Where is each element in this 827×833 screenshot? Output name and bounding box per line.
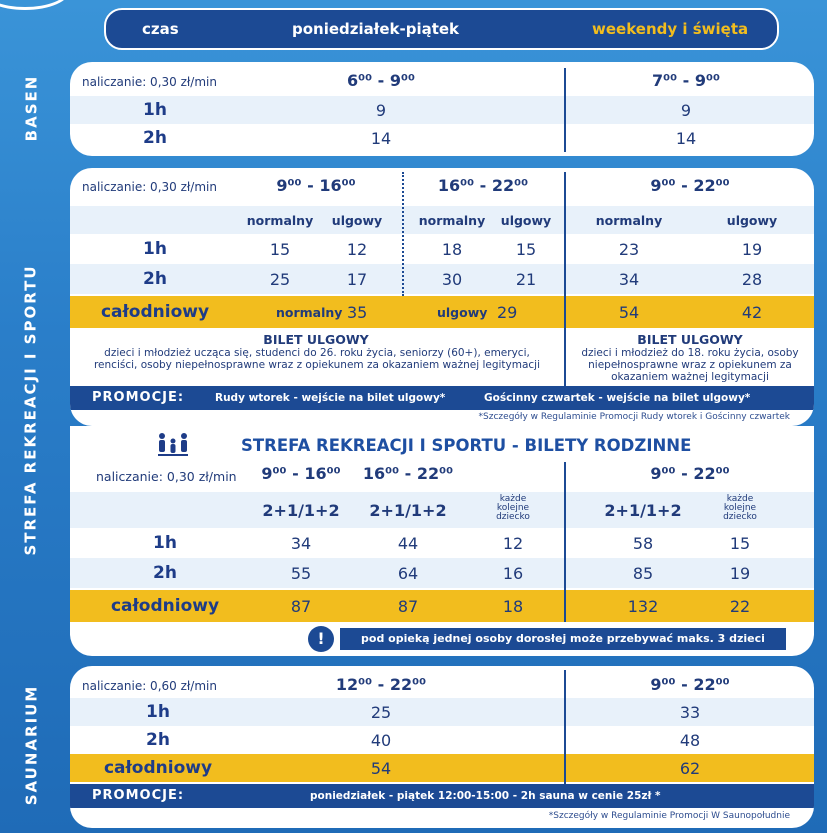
warning-bar bbox=[340, 628, 786, 650]
strefa-hours-1: 9⁰⁰ - 16⁰⁰ bbox=[276, 176, 356, 195]
strefa-footnote: *Szczegóły w Regulaminie Promocji Rudy wtorek i Gościnny czwartek bbox=[478, 412, 790, 422]
rodzinne-hours-2: 16⁰⁰ - 22⁰⁰ bbox=[362, 464, 454, 483]
rodzinne-row-2h: 2h 55 64 16 85 19 bbox=[70, 558, 814, 588]
rodzinne-row-day: całodniowy 87 87 18 132 22 bbox=[70, 590, 814, 622]
rodzinne-panel bbox=[70, 426, 814, 656]
strefa-hours-2: 16⁰⁰ - 22⁰⁰ bbox=[437, 176, 529, 195]
side-label-strefa: STREFA REKREACJI I SPORTU bbox=[22, 264, 40, 556]
strefa-row-1h: 1h 15 12 18 15 23 19 bbox=[143, 239, 763, 259]
saunarium-row-2h: 2h 40 48 bbox=[146, 730, 701, 750]
saunarium-weekend-hours: 9⁰⁰ - 22⁰⁰ bbox=[650, 675, 730, 694]
basen-weekday-hours: 6⁰⁰ - 9⁰⁰ bbox=[346, 71, 416, 90]
basen-rate: naliczanie: 0,30 zł/min bbox=[82, 75, 217, 89]
strefa-promo-bar: PROMOCJE: Rudy wtorek - wejście na bilet ulgowy* Gościnny czwartek - wejście na bilet ulgowy* bbox=[70, 386, 814, 410]
rodzinne-subheader-row: 2+1/1+2 2+1/1+2 każde kolejne dziecko 2+1/1+2 każde kolejne dziecko bbox=[70, 492, 814, 528]
header-bar bbox=[104, 8, 779, 50]
rodzinne-hours-1: 9⁰⁰ - 16⁰⁰ bbox=[261, 464, 341, 483]
strefa-ticket-title-left: BILET ULGOWY bbox=[263, 332, 369, 347]
strefa-ticket-title-right: BILET ULGOWY bbox=[637, 332, 743, 347]
strefa-rate: naliczanie: 0,30 zł/min bbox=[82, 180, 217, 194]
side-label-basen: BASEN bbox=[22, 74, 40, 141]
saunarium-weekday-hours: 12⁰⁰ - 22⁰⁰ bbox=[335, 675, 427, 694]
corner-decoration bbox=[0, 0, 70, 10]
basen-row-2h: 2h 14 14 bbox=[143, 128, 697, 148]
header-weekend: weekendy i święta bbox=[592, 20, 749, 38]
header-time: czas bbox=[142, 20, 179, 38]
strefa-dotted-divider bbox=[402, 172, 404, 296]
saunarium-row-1h: 1h 25 33 bbox=[70, 698, 814, 726]
rodzinne-rate: naliczanie: 0,30 zł/min bbox=[96, 469, 237, 484]
basen-divider bbox=[564, 68, 566, 152]
rodzinne-row-1h: 1h 34 44 12 58 15 bbox=[153, 533, 751, 553]
saunarium-footnote: *Szczegóły w Regulaminie Promocji W Saunopołudnie bbox=[548, 811, 790, 821]
strefa-panel bbox=[70, 168, 814, 426]
warning-text: pod opieką jednej osoby dorosłej może przebywać maks. 3 dzieci bbox=[361, 632, 765, 645]
rodzinne-divider bbox=[564, 462, 566, 622]
family-icon bbox=[156, 432, 190, 458]
strefa-subheader-row: normalny ulgowy normalny ulgowy normalny ulgowy bbox=[70, 206, 814, 234]
saunarium-promo-bar: PROMOCJE: poniedziałek - piątek 12:00-15:00 - 2h sauna w cenie 25zł * bbox=[70, 784, 814, 808]
rodzinne-hours-3: 9⁰⁰ - 22⁰⁰ bbox=[650, 464, 730, 483]
basen-panel bbox=[70, 62, 814, 156]
header-weekday: poniedziałek-piątek bbox=[292, 20, 460, 38]
strefa-row-day: całodniowy normalny 35 ulgowy 29 54 42 bbox=[70, 296, 814, 328]
saunarium-divider bbox=[564, 670, 566, 784]
saunarium-panel bbox=[70, 666, 814, 828]
strefa-row-2h: 2h 25 17 30 21 34 28 bbox=[70, 264, 814, 294]
strefa-divider bbox=[564, 172, 566, 386]
side-label-saunarium: SAUNARIUM bbox=[22, 684, 41, 806]
warning-icon: ! bbox=[308, 626, 334, 652]
basen-weekend-hours: 7⁰⁰ - 9⁰⁰ bbox=[651, 71, 721, 90]
strefa-hours-3: 9⁰⁰ - 22⁰⁰ bbox=[650, 176, 730, 195]
strefa-ticket-text-left: dzieci i młodzież ucząca się, studenci do 26. roku życia, seniorzy (60+), emeryci, renciści, osoby niepełnosprawne wraz z opiekunem za okazaniem ważnej legitymacji bbox=[93, 347, 541, 371]
saunarium-rate: naliczanie: 0,60 zł/min bbox=[82, 679, 217, 693]
strefa-ticket-text-right: dzieci i młodzież do 18. roku życia, osoby niepełnosprawne wraz z opiekunem za okazaniem ważnej legitymacji bbox=[581, 347, 799, 383]
saunarium-row-day: całodniowy 54 62 bbox=[70, 754, 814, 782]
rodzinne-title: STREFA REKREACJI I SPORTU - BILETY RODZINNE bbox=[241, 436, 692, 455]
basen-row-1h: 1h 9 9 bbox=[70, 96, 814, 124]
